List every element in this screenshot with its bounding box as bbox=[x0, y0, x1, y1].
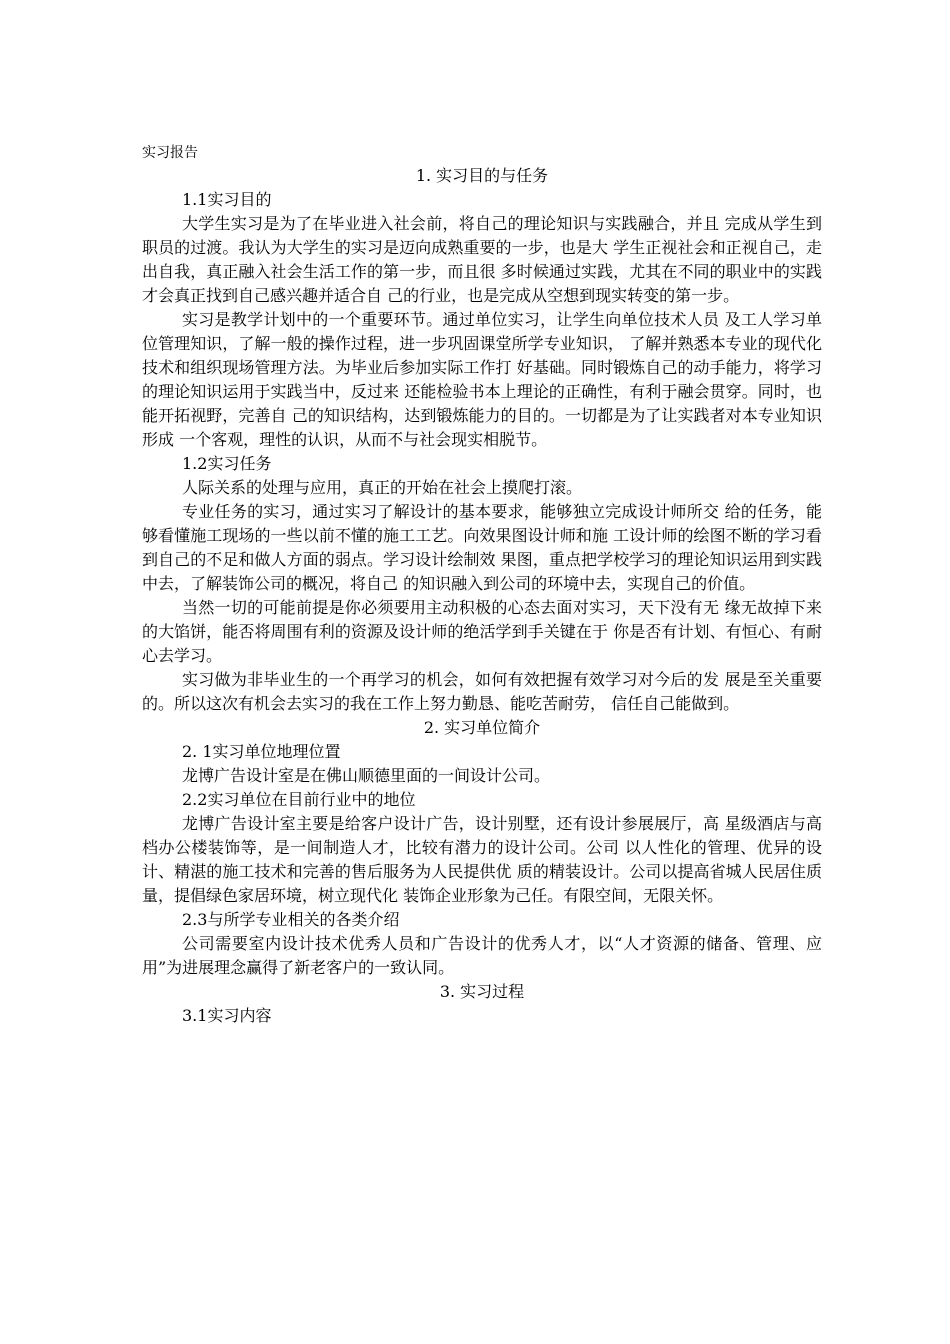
subsection-3-1-heading: 3.1实习内容 bbox=[182, 1006, 272, 1025]
paragraph: 专业任务的实习，通过实习了解设计的基本要求，能够独立完成设计师所交 给的任务，能够看懂施工现场的一些以前不懂的施工工艺。向效果图设计师和施 工设计师的绘图不断的学习看到自己的不足和做人方面的弱点。学习设计绘制效 果图，重点把学校学习的理论知识运用到实践中去，了解装饰公司的概况，将自己 的知识融入到公司的环境中去，实现自己的价值。 bbox=[142, 502, 822, 593]
document-body bbox=[142, 142, 822, 1028]
subsection-1-2-heading: 1.2实习任务 bbox=[182, 454, 272, 473]
subsection-2-1-heading: 2. 1实习单位地理位置 bbox=[182, 742, 341, 761]
section-1-heading: 1. 实习目的与任务 bbox=[415, 166, 549, 185]
section-3-heading: 3. 实习过程 bbox=[439, 982, 525, 1001]
paragraph: 龙博广告设计室是在佛山顺德里面的一间设计公司。 bbox=[182, 766, 551, 785]
paragraph: 公司需要室内设计技术优秀人员和广告设计的优秀人才，以“人才资源的储备、管理、应用”为进展理念赢得了新老客户的一致认同。 bbox=[142, 934, 822, 977]
subsection-2-3-heading: 2.3与所学专业相关的各类介绍 bbox=[182, 910, 400, 929]
paragraph: 龙博广告设计室主要是给客户设计广告，设计别墅，还有设计参展展厅，高 星级酒店与高档办公楼装饰等，是一间制造人才，比较有潜力的设计公司。公司 以人性化的管理、优异的设计、精湛的施工技术和完善的售后服务为人民提供优 质的精装设计。公司以提高省城人民居住质量，提倡绿色家居环境，树立现代化 装饰企业形象为己任。有限空间，无限关怀。 bbox=[142, 814, 822, 905]
subsection-2-2-heading: 2.2实习单位在目前行业中的地位 bbox=[182, 790, 416, 809]
paragraph: 当然一切的可能前提是你必须要用主动积极的心态去面对实习，天下没有无 缘无故掉下来的大馅饼，能否将周围有利的资源及设计师的绝活学到手关键在于 你是否有计划、有恒心、有耐心去学习。 bbox=[142, 598, 822, 665]
paragraph: 大学生实习是为了在毕业进入社会前，将自己的理论知识与实践融合，并且 完成从学生到职员的过渡。我认为大学生的实习是迈向成熟重要的一步，也是大 学生正视社会和正视自己，走出自我，真正融入社会生活工作的第一步，而且很 多时候通过实践，尤其在不同的职业中的实践才会真正找到自己感兴趣并适合自 己的行业，也是完成从空想到现实转变的第一步。 bbox=[142, 214, 822, 305]
paragraph: 实习是教学计划中的一个重要环节。通过单位实习，让学生向单位技术人员 及工人学习单位管理知识，了解一般的操作过程，进一步巩固课堂所学专业知识， 了解并熟悉本专业的现代化技术和组织现场管理方法。为毕业后参加实际工作打 好基础。同时锻炼自己的动手能力，将学习的理论知识运用于实践当中，反过来 还能检验书本上理论的正确性，有利于融会贯穿。同时，也能开拓视野，完善自 己的知识结构，达到锻炼能力的目的。一切都是为了让实践者对本专业知识形成 一个客观，理性的认识，从而不与社会现实相脱节。 bbox=[142, 310, 822, 449]
paragraph: 实习做为非毕业生的一个再学习的机会，如何有效把握有效学习对今后的发 展是至关重要的。所以这次有机会去实习的我在工作上努力勤恳、能吃苦耐劳， 信任自己能做到。 bbox=[142, 670, 822, 713]
subsection-1-1-heading: 1.1实习目的 bbox=[182, 190, 272, 209]
document-title: 实习报告 bbox=[142, 145, 198, 161]
paragraph: 人际关系的处理与应用，真正的开始在社会上摸爬打滚。 bbox=[182, 478, 583, 497]
section-2-heading: 2. 实习单位简介 bbox=[423, 718, 541, 737]
